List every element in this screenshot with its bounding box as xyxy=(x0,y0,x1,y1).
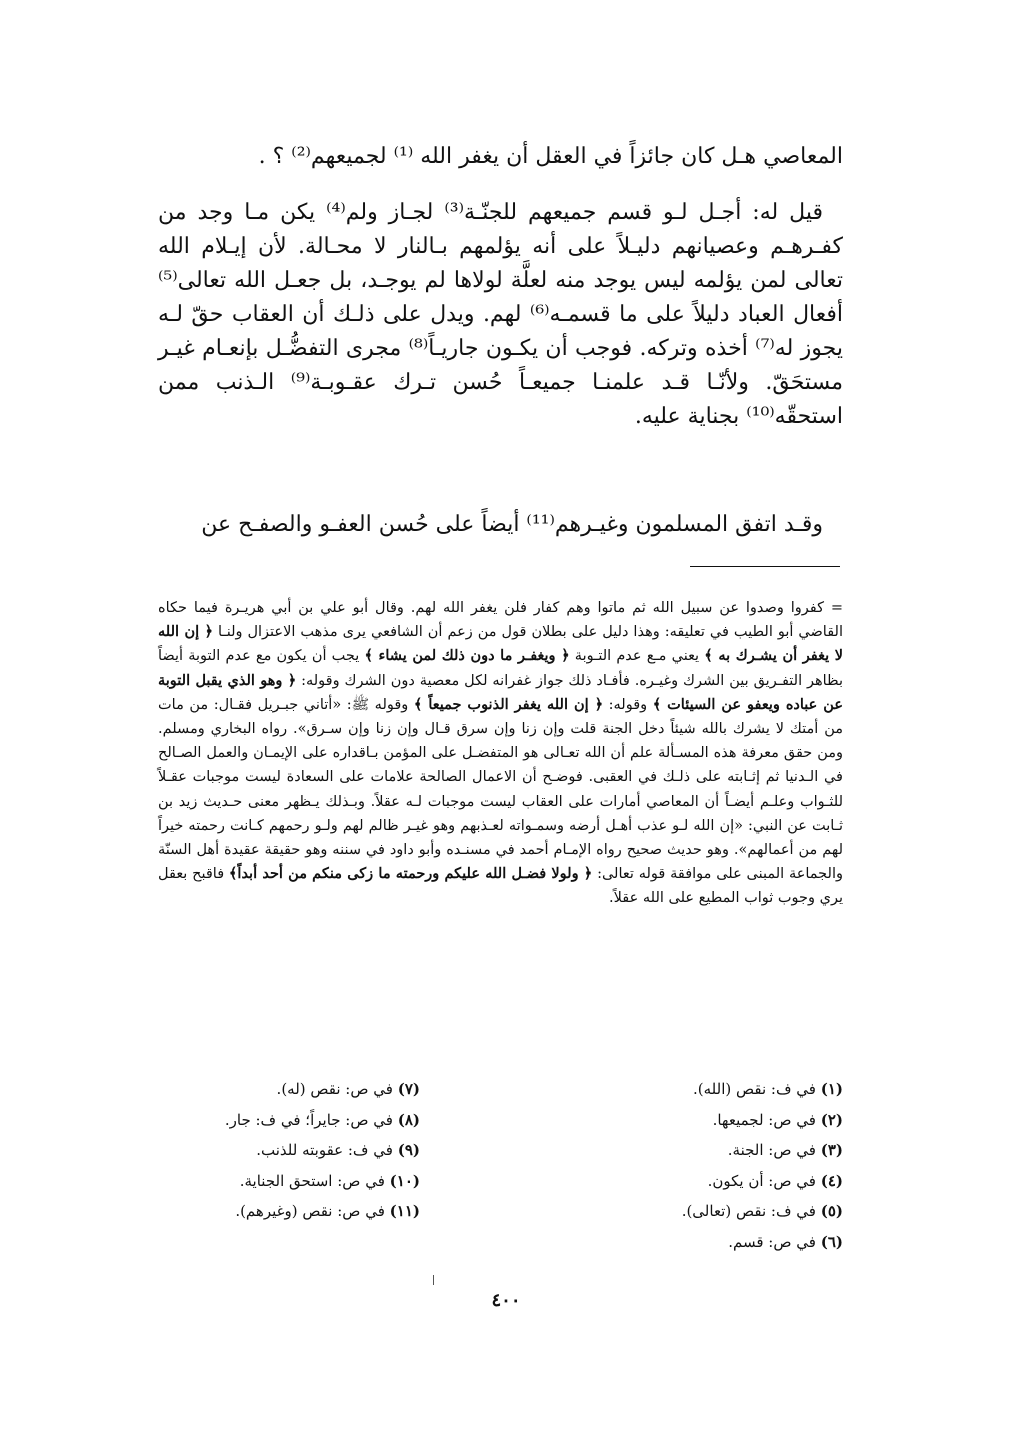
footnote-number: (١٠) xyxy=(389,1171,420,1190)
footnote-body: في ف: نقص (الله). xyxy=(693,1080,816,1098)
footnote-body: في ص: الجنة. xyxy=(727,1141,816,1159)
footnote-item xyxy=(580,1196,843,1227)
footnote-text: يجب أن يكون مع عدم التوبة أيضاً بظاهر التفـريق بين الشرك وغيـره. فأفـاد ذلك جواز غفرانه لكل معصية دون الشرك وقوله: xyxy=(158,648,843,689)
footnote-separator xyxy=(690,566,840,567)
footnote-item xyxy=(580,1074,843,1105)
footnote-number: (٢) xyxy=(820,1110,843,1129)
footnote-item xyxy=(158,1105,420,1136)
footnote-item xyxy=(580,1227,843,1258)
quran-quote: ﴿ إن الله يغفر الذنوب جميعاً ﴾ xyxy=(413,695,604,713)
footnote-number: (٩) xyxy=(397,1141,420,1159)
footnote-text: فاقبح بعقل يري وجوب ثواب المطيع على الله عقلاً. xyxy=(158,866,843,907)
footnote-number: (٣) xyxy=(820,1141,843,1159)
quran-quote: ﴿ ويغفـر ما دون ذلك لمن يشاء ﴾ xyxy=(364,647,570,665)
footnote-item xyxy=(158,1074,420,1105)
footnote-body: في ص: استحق الجناية. xyxy=(239,1171,385,1190)
footnote-body: في ص: قسم. xyxy=(728,1232,816,1251)
main-text-top-line xyxy=(158,140,843,174)
footnote-text: = كفروا وصدوا عن سبيل الله ثم ماتوا وهم كفار فلن يغفر الله لهم. وقال أبو علي بن أبي هريـرة فيما حكاه القاضي أبو الطيب في تعليقه: وهذا دليل على بطلان قول من زعم أن الشافعي يرى مذهب الاعتزال ولنـا xyxy=(158,600,843,641)
footnote-text: يعني مـع عدم التـوبة xyxy=(569,648,705,665)
footnote-number: (٧) xyxy=(397,1080,420,1098)
footnote-body: في ص: أن يكون. xyxy=(707,1171,816,1190)
main-line-continuation: المعاصي هـل كان جائزاً في العقل أن يغفر الله ⁽¹⁾ لجميعهم⁽²⁾ ؟ . xyxy=(258,144,843,169)
quran-quote: ﴿ وهو الذي يقبل التوبة عن عباده ويعفو عن السيئات ﴾ xyxy=(158,671,843,713)
scan-mark xyxy=(433,1275,434,1285)
footnote-text: وقوله ﷺ: «أتاني جبـريل فقـال: من مات من أمتك لا يشرك بالله شيئاً دخل الجنة قلت وإن زنا وإن سرق قـال وإن زنا وإن سـرق». رواه البخاري ومسلم. ومن حقق معرفة هذه المسـألة علم أن الله تعـالى هو المتفضـل على المؤمن بـاقداره على الإيمـان والعمل الصـالح في الـدنيا ثم إثـابته على ذلـك في العقبى. فوضـح أن الاعمال الصالحة علامات على السعادة ليست موجبات عقـلاً للثـواب وعلـم أيضـاً أن المعاصي أمارات على العقاب ليست موجبات لـه عقلاً. وبـذلك يـظهر معنى حـديث زيد بن ثـابت عن النبي: «إن الله لـو عذب أهـل أرضه وسمـواته لعـذبهم وهو غيـر ظالم لهم ولـو رحمهم كـانت رحمته خيراً لهم من أعمالهم». وهو حديث صحيح رواه الإمـام أحمد في مسنـده وأبو داود في سننه وهو حقيقة عقيدة أهل السنّة والجماعة المبنى على موافقة قوله تعالى: xyxy=(158,696,843,883)
page-number: ٤٠٠ xyxy=(491,1290,521,1311)
footnote-body: في ص: لجميعها. xyxy=(712,1110,816,1129)
main-paragraph-1: قيل له: أجـل لـو قسم جميعهم للجنّـة⁽³⁾ لجـاز ولم⁽⁴⁾ يكن مـا وجد من كفـرهـم وعصيانهم دليـلاً على أنه يؤلمهم بـالنار لا محـالة. لأن إيـلام الله تعالى لمن يؤلمه ليس يوجد منه لعلَّة لولاها لم يوجـد، بل جعـل الله تعالى⁽⁵⁾ أفعال العباد دليلاً على ما قسمـه⁽⁶⁾ لهم. ويدل على ذلـك أن العقاب حقّ لـه يجوز له⁽⁷⁾ أخذه وتركه. فوجب أن يكـون جاريـاً⁽⁸⁾ مجرى التفضُّـل بإنعـام غيـر مستحَقّ. ولأنّـا قـد علمنـا جميعـاً حُسن تـرك عقـوبـة⁽⁹⁾ الـذنب ممن استحقّه⁽¹⁰⁾ بجناية عليه. xyxy=(158,200,844,429)
footnote-item xyxy=(580,1105,843,1136)
footnote-item xyxy=(158,1166,420,1197)
footnote-item xyxy=(158,1196,420,1227)
footnote-item xyxy=(580,1166,843,1197)
footnote-continuation xyxy=(158,596,843,911)
footnote-number: (١١) xyxy=(389,1202,420,1220)
footnote-number: (٦) xyxy=(820,1232,843,1251)
quran-quote: ﴿ إن الله لا يغفر أن يشـرك به ﴾ xyxy=(158,623,843,665)
footnote-number: (٨) xyxy=(397,1110,420,1129)
footnote-number: (٥) xyxy=(820,1202,843,1220)
footnote-number: (١) xyxy=(820,1080,843,1098)
footnote-body: في ص: نقص (وغيرهم). xyxy=(235,1202,385,1220)
quran-quote: ﴿ ولولا فضـل الله عليكم ورحمته ما زكى منكم من أحد أبداً﴾ xyxy=(228,865,593,883)
footnote-body: في ف: نقص (تعالى). xyxy=(681,1202,816,1220)
footnotes-column-right xyxy=(580,1074,843,1257)
footnote-number: (٤) xyxy=(820,1171,843,1190)
footnote-item xyxy=(158,1135,420,1166)
main-text-paragraph-1 xyxy=(158,196,843,434)
footnote-text: وقوله: xyxy=(603,696,653,713)
footnote-body: في ص: جايراً؛ في ف: جار. xyxy=(224,1110,393,1129)
footnote-body: في ص: نقص (له). xyxy=(276,1080,393,1098)
footnotes-column-left xyxy=(158,1074,420,1227)
main-text-paragraph-2 xyxy=(158,508,843,542)
footnote-item xyxy=(580,1135,843,1166)
footnote-body: في ف: عقوبته للذنب. xyxy=(256,1141,393,1159)
main-paragraph-2: وقـد اتفق المسلمون وغيـرهم⁽¹¹⁾ أيضاً على حُسن العفـو والصفـح عن xyxy=(201,512,823,537)
